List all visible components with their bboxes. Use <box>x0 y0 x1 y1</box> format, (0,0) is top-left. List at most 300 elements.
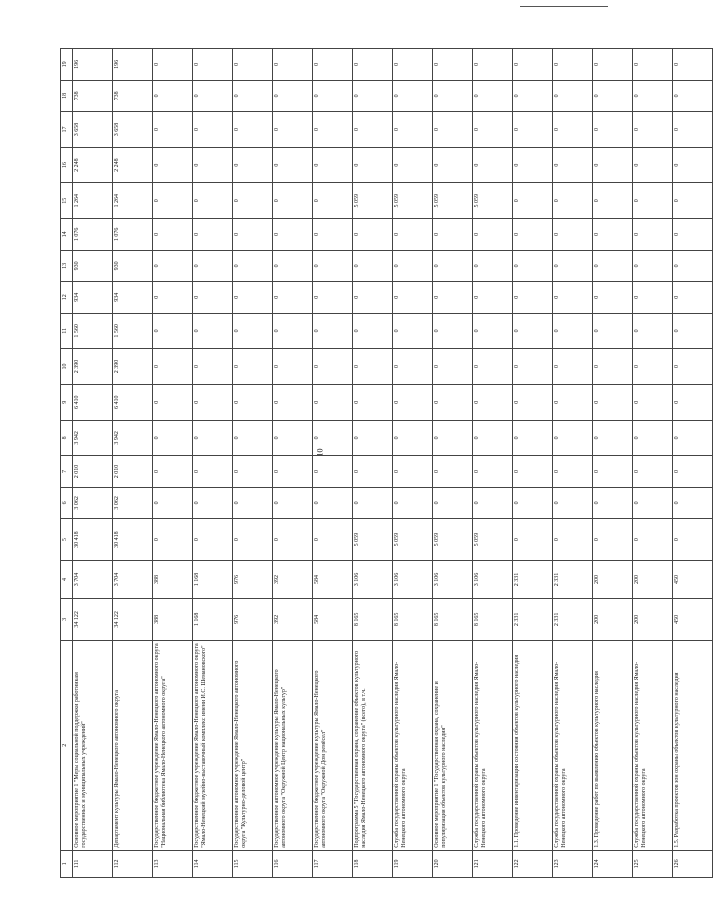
table-cell: 0 <box>233 250 273 281</box>
table-cell: 0 <box>393 282 433 313</box>
table-cell: 0 <box>273 112 313 148</box>
table-row <box>473 49 513 878</box>
table-cell: 0 <box>193 49 233 81</box>
table-cell: 0 <box>153 384 193 420</box>
table-cell: 0 <box>193 349 233 385</box>
table-cell: 2 248 <box>73 147 113 183</box>
table-cell: 1 168 <box>193 561 233 599</box>
table-cell: 0 <box>473 313 513 349</box>
table-cell: 0 <box>193 384 233 420</box>
table-cell: 0 <box>273 49 313 81</box>
table-cell: 5 059 <box>353 519 393 561</box>
row-number: 115 <box>233 850 273 877</box>
table-cell: 0 <box>393 313 433 349</box>
table-cell: 30 418 <box>113 519 153 561</box>
table-cell: 0 <box>233 49 273 81</box>
table-row <box>313 49 353 878</box>
table-cell: 0 <box>593 282 633 313</box>
table-cell: 1 560 <box>73 313 113 349</box>
table-cell: 3 062 <box>113 487 153 518</box>
table-cell: 976 <box>233 598 273 640</box>
table-cell: 0 <box>633 183 673 219</box>
table-cell: 0 <box>153 282 193 313</box>
table-cell: 8 165 <box>353 598 393 640</box>
table-cell: 0 <box>553 519 593 561</box>
table-cell: 0 <box>553 420 593 456</box>
table-cell: 0 <box>193 250 233 281</box>
table-cell: 0 <box>593 80 633 111</box>
table-cell: 0 <box>353 147 393 183</box>
table-cell: 0 <box>473 49 513 81</box>
table-cell: 0 <box>193 80 233 111</box>
table-cell: 0 <box>153 349 193 385</box>
table-cell: 0 <box>233 487 273 518</box>
table-cell: 0 <box>593 456 633 487</box>
table-cell: 8 165 <box>473 598 513 640</box>
row-name: Служба государственной охраны объектов культурного наследия Ямало-Ненецкого автономного округа <box>633 640 673 850</box>
table-cell: 0 <box>473 384 513 420</box>
table-cell: 0 <box>433 487 473 518</box>
table-cell: 0 <box>313 456 353 487</box>
table-cell: 392 <box>273 598 313 640</box>
table-cell: 3 106 <box>473 561 513 599</box>
table-cell: 0 <box>393 147 433 183</box>
table-cell: 0 <box>473 487 513 518</box>
table-cell: 0 <box>393 456 433 487</box>
row-name: Служба государственной охраны объектов культурного наследия Ямало-Ненецкого автономного округа <box>473 640 513 850</box>
table-cell: 0 <box>513 349 553 385</box>
row-number: 117 <box>313 850 353 877</box>
table-cell: 0 <box>633 219 673 250</box>
table-row <box>633 49 673 878</box>
table-cell: 0 <box>433 80 473 111</box>
table-cell: 0 <box>553 147 593 183</box>
table-cell: 5 059 <box>433 519 473 561</box>
table-cell: 0 <box>233 456 273 487</box>
table-row <box>353 49 393 878</box>
table-cell: 0 <box>393 487 433 518</box>
table-cell: 0 <box>393 384 433 420</box>
table-cell: 1 076 <box>113 219 153 250</box>
table-cell: 5 059 <box>433 183 473 219</box>
table-cell: 0 <box>313 49 353 81</box>
table-cell: 0 <box>553 219 593 250</box>
table-cell: 0 <box>353 80 393 111</box>
table-cell: 0 <box>153 219 193 250</box>
table-cell: 0 <box>593 147 633 183</box>
table-cell: 0 <box>633 282 673 313</box>
table-cell: 0 <box>313 519 353 561</box>
row-number: 112 <box>113 850 153 877</box>
table-cell: 0 <box>513 219 553 250</box>
table-cell: 0 <box>273 384 313 420</box>
table-cell: 3 062 <box>73 487 113 518</box>
table-cell: 0 <box>153 147 193 183</box>
table-cell: 0 <box>313 112 353 148</box>
table-cell: 0 <box>193 282 233 313</box>
table-cell: 0 <box>513 147 553 183</box>
table-cell: 0 <box>233 112 273 148</box>
table-cell: 930 <box>73 250 113 281</box>
table-cell: 450 <box>673 561 713 599</box>
table-cell: 2 390 <box>113 349 153 385</box>
row-number: 119 <box>393 850 433 877</box>
table-cell: 392 <box>273 561 313 599</box>
row-number: 114 <box>193 850 233 877</box>
column-header: 19 <box>61 49 73 81</box>
table-cell: 738 <box>73 80 113 111</box>
table-cell: 0 <box>353 250 393 281</box>
table-cell: 0 <box>233 147 273 183</box>
table-cell: 200 <box>593 598 633 640</box>
table-cell: 0 <box>473 250 513 281</box>
table-cell: 2 010 <box>113 456 153 487</box>
table-cell: 0 <box>433 282 473 313</box>
table-cell: 0 <box>313 487 353 518</box>
table-cell: 930 <box>113 250 153 281</box>
budget-table <box>60 48 713 878</box>
page-number: 10 <box>315 448 325 457</box>
table-cell: 0 <box>433 313 473 349</box>
column-header: 14 <box>61 219 73 250</box>
table-cell: 0 <box>473 456 513 487</box>
column-header: 17 <box>61 112 73 148</box>
table-cell: 0 <box>673 250 713 281</box>
table-cell: 0 <box>433 349 473 385</box>
column-header: 8 <box>61 420 73 456</box>
column-header: 5 <box>61 519 73 561</box>
table-cell: 0 <box>193 456 233 487</box>
table-cell: 3 106 <box>353 561 393 599</box>
table-cell: 0 <box>513 49 553 81</box>
table-cell: 0 <box>313 349 353 385</box>
table-cell: 0 <box>433 112 473 148</box>
table-cell: 0 <box>633 384 673 420</box>
table-cell: 0 <box>513 456 553 487</box>
table-cell: 0 <box>273 219 313 250</box>
row-name: 1.5. Разработка проектов зон охраны объектов культурного наследия <box>673 640 713 850</box>
table-cell: 0 <box>153 80 193 111</box>
table-cell: 584 <box>313 561 353 599</box>
table-cell: 0 <box>233 219 273 250</box>
table-cell: 388 <box>153 598 193 640</box>
table-cell: 2 390 <box>73 349 113 385</box>
table-cell: 0 <box>393 112 433 148</box>
table-row <box>673 49 713 878</box>
column-header: 12 <box>61 282 73 313</box>
column-header: 6 <box>61 487 73 518</box>
table-cell: 3 658 <box>73 112 113 148</box>
table-cell: 0 <box>393 49 433 81</box>
table-cell: 0 <box>273 80 313 111</box>
table-cell: 0 <box>593 420 633 456</box>
row-name: Служба государственной охраны объектов культурного наследия Ямало-Ненецкого автономного округа <box>393 640 433 850</box>
table-cell: 0 <box>273 519 313 561</box>
table-cell: 0 <box>353 112 393 148</box>
table-cell: 1 076 <box>73 219 113 250</box>
table-cell: 2 331 <box>553 561 593 599</box>
table-row <box>73 49 113 878</box>
table-cell: 0 <box>513 313 553 349</box>
table-cell: 738 <box>113 80 153 111</box>
table-cell: 34 122 <box>73 598 113 640</box>
table-cell: 934 <box>73 282 113 313</box>
table-cell: 0 <box>313 183 353 219</box>
table-cell: 3 106 <box>433 561 473 599</box>
table-cell: 0 <box>553 456 593 487</box>
table-cell: 0 <box>153 183 193 219</box>
column-header: 16 <box>61 147 73 183</box>
table-cell: 0 <box>353 349 393 385</box>
row-name: Государственное автономное учреждение культуры Ямало-Ненецкого автономного округа "Окружной Центр национальных культур" <box>273 640 313 850</box>
table-cell: 5 059 <box>393 519 433 561</box>
table-cell: 0 <box>273 487 313 518</box>
table-cell: 0 <box>393 80 433 111</box>
table-cell: 0 <box>513 112 553 148</box>
table-cell: 0 <box>353 456 393 487</box>
table-cell: 30 418 <box>73 519 113 561</box>
table-cell: 0 <box>233 519 273 561</box>
column-header: 3 <box>61 598 73 640</box>
table-cell: 0 <box>433 219 473 250</box>
table-row <box>113 49 153 878</box>
table-cell: 450 <box>673 598 713 640</box>
table-body <box>73 49 713 878</box>
row-number: 120 <box>433 850 473 877</box>
row-name: 1.3. Проведение работ по выявлению объектов культурного наследия <box>593 640 633 850</box>
row-number: 123 <box>553 850 593 877</box>
rotated-table-area <box>60 48 680 878</box>
table-cell: 0 <box>513 80 553 111</box>
table-cell: 0 <box>473 282 513 313</box>
table-cell: 2 010 <box>73 456 113 487</box>
table-cell: 0 <box>353 420 393 456</box>
table-cell: 0 <box>233 282 273 313</box>
table-cell: 0 <box>513 282 553 313</box>
table-cell: 200 <box>593 561 633 599</box>
table-cell: 0 <box>473 147 513 183</box>
top-rule <box>520 6 608 7</box>
table-cell: 0 <box>593 519 633 561</box>
table-cell: 0 <box>553 183 593 219</box>
table-cell: 0 <box>313 384 353 420</box>
table-cell: 976 <box>233 561 273 599</box>
table-cell: 0 <box>553 49 593 81</box>
table-cell: 0 <box>313 282 353 313</box>
table-cell: 1 264 <box>113 183 153 219</box>
table-cell: 0 <box>633 519 673 561</box>
table-cell: 934 <box>113 282 153 313</box>
column-header: 4 <box>61 561 73 599</box>
table-cell: 0 <box>673 49 713 81</box>
row-number: 125 <box>633 850 673 877</box>
table-cell: 0 <box>633 456 673 487</box>
table-cell: 0 <box>153 49 193 81</box>
table-cell: 0 <box>233 384 273 420</box>
table-cell: 0 <box>273 183 313 219</box>
table-cell: 0 <box>593 219 633 250</box>
table-cell: 0 <box>153 420 193 456</box>
table-cell: 0 <box>673 487 713 518</box>
table-cell: 0 <box>193 183 233 219</box>
table-cell: 0 <box>353 282 393 313</box>
table-cell: 5 059 <box>473 183 513 219</box>
table-cell: 0 <box>673 147 713 183</box>
table-cell: 0 <box>353 384 393 420</box>
table-cell: 0 <box>313 250 353 281</box>
table-cell: 8 165 <box>433 598 473 640</box>
table-cell: 0 <box>273 456 313 487</box>
row-name: Государственное бюджетное учреждение культуры Ямало-Ненецкого автономного округа "Окружной Дом ремёсел" <box>313 640 353 850</box>
table-cell: 1 168 <box>193 598 233 640</box>
row-name: Подпрограмма 5 "Государственная охрана, сохранение объектов культурного наследия Ямало-Ненецкого автономного округа" (всего), в т.ч. <box>353 640 393 850</box>
table-cell: 0 <box>593 112 633 148</box>
table-cell: 0 <box>393 219 433 250</box>
table-cell: 0 <box>553 313 593 349</box>
table-cell: 0 <box>593 250 633 281</box>
column-header: 7 <box>61 456 73 487</box>
table-cell: 0 <box>673 519 713 561</box>
table-cell: 0 <box>233 313 273 349</box>
table-cell: 0 <box>313 219 353 250</box>
table-cell: 0 <box>593 349 633 385</box>
table-cell: 0 <box>513 487 553 518</box>
table-cell: 0 <box>553 250 593 281</box>
row-name: Департамент культуры Ямало-Ненецкого автономного округа <box>113 640 153 850</box>
table-cell: 0 <box>513 384 553 420</box>
table-cell: 0 <box>273 349 313 385</box>
table-cell: 0 <box>633 349 673 385</box>
table-cell: 196 <box>113 49 153 81</box>
table-cell: 0 <box>673 349 713 385</box>
column-header: 13 <box>61 250 73 281</box>
table-row <box>233 49 273 878</box>
column-header: 11 <box>61 313 73 349</box>
table-cell: 0 <box>433 250 473 281</box>
column-header: 10 <box>61 349 73 385</box>
column-header: 2 <box>61 640 73 850</box>
table-cell: 5 059 <box>353 183 393 219</box>
row-number: 122 <box>513 850 553 877</box>
table-row <box>393 49 433 878</box>
table-cell: 3 704 <box>113 561 153 599</box>
row-number: 124 <box>593 850 633 877</box>
table-row <box>273 49 313 878</box>
table-cell: 0 <box>633 49 673 81</box>
table-cell: 0 <box>673 282 713 313</box>
row-number: 113 <box>153 850 193 877</box>
table-cell: 3 704 <box>73 561 113 599</box>
table-cell: 2 331 <box>513 598 553 640</box>
table-cell: 0 <box>633 147 673 183</box>
header-row <box>61 49 73 878</box>
table-cell: 584 <box>313 598 353 640</box>
column-header: 18 <box>61 80 73 111</box>
table-cell: 5 059 <box>393 183 433 219</box>
table-cell: 0 <box>353 313 393 349</box>
table-cell: 0 <box>673 112 713 148</box>
table-cell: 0 <box>673 183 713 219</box>
column-header: 1 <box>61 850 73 877</box>
table-cell: 0 <box>673 420 713 456</box>
table-cell: 34 122 <box>113 598 153 640</box>
table-cell: 0 <box>673 80 713 111</box>
table-cell: 0 <box>673 456 713 487</box>
table-cell: 0 <box>273 147 313 183</box>
table-cell: 0 <box>273 250 313 281</box>
table-cell: 0 <box>353 49 393 81</box>
row-number: 118 <box>353 850 393 877</box>
table-cell: 0 <box>153 313 193 349</box>
table-row <box>153 49 193 878</box>
table-cell: 0 <box>153 112 193 148</box>
row-name: Государственное бюджетное учреждение Ямало-Ненецкого автономного округа "Национальная библиотека Ямало-Ненецкого автономного округа" <box>153 640 193 850</box>
table-cell: 0 <box>233 349 273 385</box>
table-cell: 2 248 <box>113 147 153 183</box>
table-cell: 0 <box>593 384 633 420</box>
table-cell: 0 <box>153 250 193 281</box>
table-cell: 2 331 <box>553 598 593 640</box>
table-cell: 0 <box>633 80 673 111</box>
table-cell: 0 <box>193 112 233 148</box>
table-cell: 0 <box>513 519 553 561</box>
row-name: 1.1. Проведение инвентаризации состояния объектов культурного наследия <box>513 640 553 850</box>
table-cell: 1 264 <box>73 183 113 219</box>
table-cell: 0 <box>433 384 473 420</box>
row-name: Основное мероприятие 1 "Государственная охрана, сохранение и популяризация объектов культурного наследия" <box>433 640 473 850</box>
table-cell: 0 <box>313 80 353 111</box>
table-cell: 0 <box>673 313 713 349</box>
table-cell: 0 <box>513 250 553 281</box>
table-cell: 200 <box>633 598 673 640</box>
table-row <box>193 49 233 878</box>
table-cell: 0 <box>513 420 553 456</box>
table-row <box>433 49 473 878</box>
table-cell: 0 <box>473 80 513 111</box>
table-cell: 0 <box>433 49 473 81</box>
table-cell: 6 410 <box>73 384 113 420</box>
table-cell: 3 942 <box>113 420 153 456</box>
table-cell: 0 <box>393 349 433 385</box>
column-header: 15 <box>61 183 73 219</box>
table-row <box>513 49 553 878</box>
table-cell: 0 <box>313 147 353 183</box>
table-cell: 0 <box>393 420 433 456</box>
row-name: Служба государственной охраны объектов культурного наследия Ямало-Ненецкого автономного округа <box>553 640 593 850</box>
table-cell: 200 <box>633 561 673 599</box>
table-cell: 0 <box>593 313 633 349</box>
table-cell: 0 <box>553 282 593 313</box>
table-cell: 5 059 <box>473 519 513 561</box>
table-cell: 0 <box>313 313 353 349</box>
table-cell: 3 106 <box>393 561 433 599</box>
table-cell: 0 <box>633 250 673 281</box>
table-cell: 0 <box>233 420 273 456</box>
table-cell: 0 <box>673 384 713 420</box>
table-cell: 0 <box>433 456 473 487</box>
row-name: Государственное бюджетное учреждение Ямало-Ненецкого автономного округа "Ямало-Ненецкий музейно-выставочный комплекс имени И.С. Шемановского" <box>193 640 233 850</box>
table-cell: 0 <box>193 147 233 183</box>
table-cell: 0 <box>353 219 393 250</box>
table-cell: 0 <box>593 49 633 81</box>
table-cell: 2 331 <box>513 561 553 599</box>
table-cell: 0 <box>633 487 673 518</box>
table-cell: 0 <box>433 420 473 456</box>
table-cell: 0 <box>633 420 673 456</box>
table-cell: 0 <box>273 420 313 456</box>
table-cell: 0 <box>553 112 593 148</box>
table-cell: 0 <box>393 250 433 281</box>
